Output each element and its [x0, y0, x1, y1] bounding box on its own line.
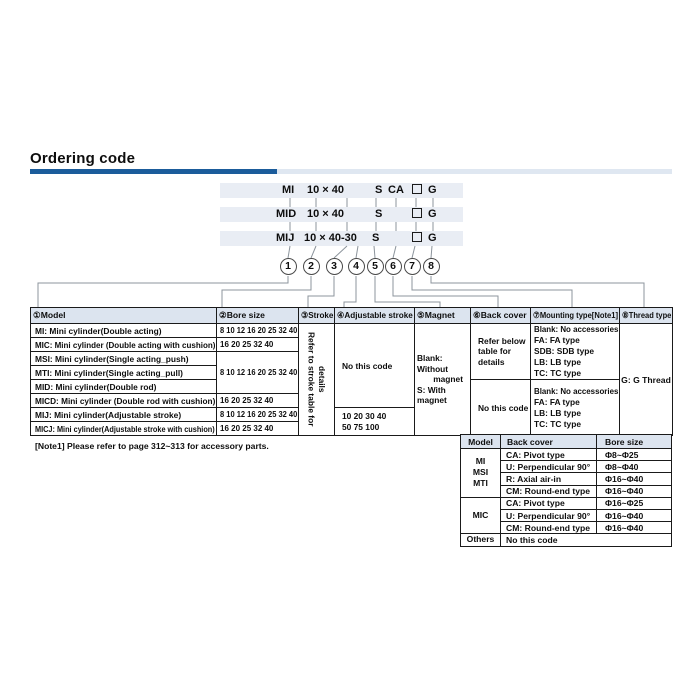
- note-text: [Note1] Please refer to page 312~313 for accessory parts.: [35, 441, 269, 451]
- back-cover-code: CA: [388, 184, 404, 196]
- bore-size-cell: 16 20 25 32 40: [217, 394, 299, 408]
- bore-range-cell: Φ16~Φ40: [597, 522, 672, 534]
- size-code: 10 × 40: [307, 184, 345, 196]
- stroke-note-vertical-text: Refer to stroke table for details: [306, 332, 327, 427]
- size-code: 10 × 40-30: [304, 232, 357, 244]
- magnet-code: S: [372, 232, 380, 244]
- circle-number-8: 8: [423, 258, 440, 275]
- column-header-model: ①Model: [31, 308, 217, 324]
- column-header-thread-type: ⑧Thread type: [620, 308, 673, 324]
- column-header-magnet: ⑤Magnet: [415, 308, 471, 324]
- thread-type-cell: G: G Thread: [620, 324, 673, 436]
- mounting-lower-cell: Blank: No accessories FA: FA type LB: LB type TC: TC type: [531, 380, 620, 436]
- others-label-cell: Others: [461, 534, 501, 546]
- circle-number-4: 4: [348, 258, 365, 275]
- table-row: [461, 534, 672, 546]
- back-cover-option-cell: R: Axial air-in: [501, 473, 597, 485]
- bore-size-cell: 16 20 25 32 40: [217, 338, 299, 352]
- model-code: MID: [276, 208, 297, 220]
- back-cover-upper-cell: Refer below table for details: [471, 324, 531, 380]
- back-cover-lower-cell: No this code: [471, 380, 531, 436]
- model-code: MIJ: [276, 232, 295, 244]
- others-value-cell: No this code: [501, 534, 672, 546]
- back-cover-option-cell: CM: Round-end type: [501, 485, 597, 497]
- circle-number-3: 3: [326, 258, 343, 275]
- back-cover-option-cell: CA: Pivot type: [501, 449, 597, 461]
- bore-size-cell: 8 10 12 16 20 25 32 40: [217, 324, 299, 338]
- bore-size-cell: 16 20 25 32 40: [217, 422, 299, 436]
- model-cell: MI: Mini cylinder(Double acting): [31, 324, 217, 338]
- adjustable-stroke-lower-cell: 10 20 30 40 50 75 100: [335, 408, 415, 436]
- bore-size-cell: 8 10 12 16 20 25 32 40: [217, 352, 299, 394]
- model-cell: MSI: Mini cylinder(Single acting_push): [31, 352, 217, 366]
- bore-size-cell: 8 10 12 16 20 25 32 40: [217, 408, 299, 422]
- circle-number-7: 7: [404, 258, 421, 275]
- model-group-cell: MI MSI MTI: [461, 449, 501, 498]
- column-header-back-cover: ⑥Back cover: [471, 308, 531, 324]
- magnet-cell: Blank: Without magnet S: With magnet: [415, 324, 471, 436]
- circle-number-6: 6: [385, 258, 402, 275]
- column-header-adjustable-stroke: ④Adjustable stroke: [335, 308, 415, 324]
- model-cell: MID: Mini cylinder(Double rod): [31, 380, 217, 394]
- model-code: MI: [282, 184, 295, 196]
- circle-number-2: 2: [303, 258, 320, 275]
- bore-range-cell: Φ8~Φ40: [597, 461, 672, 473]
- bore-range-cell: Φ16~Φ40: [597, 485, 672, 497]
- bore-range-cell: Φ16~Φ40: [597, 473, 672, 485]
- back-cover-option-cell: CM: Round-end type: [501, 522, 597, 534]
- circle-number-1: 1: [280, 258, 297, 275]
- column-header-mounting-type: ⑦Mounting type[Note1]: [531, 308, 620, 324]
- model-cell: MIC: Mini cylinder (Double acting with cushion): [31, 338, 217, 352]
- model-cell: MICJ: Mini cylinder(Adjustable stroke with cushion): [31, 422, 217, 436]
- model-cell: MICD: Mini cylinder (Double rod with cushion): [31, 394, 217, 408]
- column-header-bore-size: ②Bore size: [217, 308, 299, 324]
- adjustable-stroke-upper-cell: No this code: [335, 324, 415, 408]
- column-header-back-cover: Back cover: [501, 435, 597, 449]
- back-cover-option-cell: U: Perpendicular 90°: [501, 509, 597, 521]
- thread-code: G: [428, 184, 437, 196]
- bore-range-cell: Φ16~Φ25: [597, 497, 672, 509]
- bore-range-cell: Φ16~Φ40: [597, 509, 672, 521]
- back-cover-option-cell: CA: Pivot type: [501, 497, 597, 509]
- thread-code: G: [428, 232, 437, 244]
- column-header-bore-size: Bore size: [597, 435, 672, 449]
- model-cell: MTI: Mini cylinder(Single acting_pull): [31, 366, 217, 380]
- circle-number-5: 5: [367, 258, 384, 275]
- magnet-code: S: [375, 184, 383, 196]
- mounting-upper-cell: Blank: No accessories FA: FA type SDB: SDB type LB: LB type TC: TC type: [531, 324, 620, 380]
- size-code: 10 × 40: [307, 208, 345, 220]
- thread-code: G: [428, 208, 437, 220]
- table-row: [461, 497, 672, 509]
- column-header-stroke: ③Stroke: [299, 308, 335, 324]
- page-title: Ordering code: [30, 150, 136, 167]
- model-group-cell: MIC: [461, 497, 501, 534]
- model-cell: MIJ: Mini cylinder(Adjustable stroke): [31, 408, 217, 422]
- bore-range-cell: Φ8~Φ25: [597, 449, 672, 461]
- magnet-code: S: [375, 208, 383, 220]
- column-header-model: Model: [461, 435, 501, 449]
- back-cover-option-cell: U: Perpendicular 90°: [501, 461, 597, 473]
